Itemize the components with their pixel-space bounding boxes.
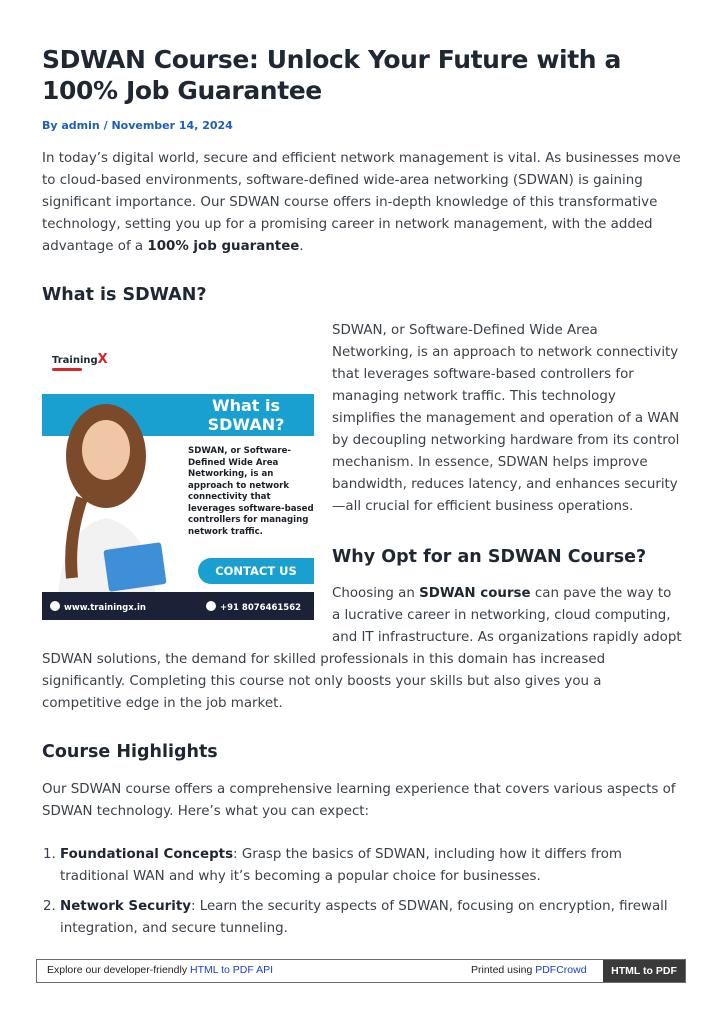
intro-paragraph — [42, 148, 682, 258]
intro-text: In today’s digital world, secure and efficient network management is vital. As businesses move to cloud-based environments, software-defined wide-area networking (SDWAN) is gaining significant importance. Our SDWAN course offers in-depth knowledge of this transformative technology, setting you up for a promising career in network management, with the added advantage of a — [42, 151, 681, 254]
course-paragraph: Our SDWAN course offers a comprehensive learning experience that covers various aspects of SDWAN technology. Here’s what you can expect: — [42, 782, 676, 819]
list-item-text: : Grasp the basics of SDWAN, including how it differs from traditional WAN and why it’s becoming a popular choice for businesses. — [60, 847, 622, 884]
list-item-title: Network Security — [60, 899, 191, 914]
footer-right-text: Printed using — [471, 964, 536, 976]
article-title: SDWAN Course: Unlock Your Future with a 100% Job Guarantee — [42, 45, 621, 105]
promo-phone — [206, 601, 301, 613]
pdfcrowd-footer — [36, 959, 686, 983]
promo-title: What is SDWAN? — [207, 396, 285, 434]
promo-description: SDWAN, or Software-Defined Wide Area Networking, is an approach to network connectivity that leverages software-based controllers for managing network traffic. — [188, 446, 314, 537]
list-item — [60, 896, 682, 940]
heading-why-opt: Why Opt for an SDWAN Course? — [332, 547, 647, 567]
phone-text: +91 8076461562 — [220, 603, 302, 613]
author-link[interactable]: By admin — [42, 119, 100, 132]
contact-us-badge: CONTACT US — [198, 558, 314, 584]
logo-swoosh-icon — [52, 368, 82, 371]
heading-what-is-sdwan: What is SDWAN? — [42, 285, 207, 305]
highlights-list — [42, 844, 682, 948]
html-to-pdf-api-link[interactable]: HTML to PDF API — [190, 964, 274, 976]
phone-icon — [206, 601, 216, 611]
intro-bold: 100% job guarantee — [147, 239, 300, 254]
meta-separator: / — [99, 119, 112, 132]
html-to-pdf-button[interactable]: HTML to PDF — [603, 960, 685, 982]
footer-right — [471, 964, 587, 976]
trainingx-logo — [52, 352, 108, 371]
pdfcrowd-link[interactable]: PDFCrowd — [535, 964, 587, 976]
why-pre: Choosing an — [332, 586, 420, 601]
why-post: can pave the way to a lucrative career in networking, cloud computing, and IT infrastructure. As organizations rapidly adopt — [332, 586, 682, 645]
why-paragraph-continued: SDWAN solutions, the demand for skilled professionals in this domain has increased significantly. Completing this course not only boosts your skills but also gives you a competitive edge in the job market. — [42, 652, 606, 711]
date-link[interactable]: November 14, 2024 — [111, 119, 233, 132]
logo-text: Training — [52, 355, 98, 366]
website-text: www.trainingx.in — [64, 603, 146, 613]
why-bold: SDWAN course — [419, 586, 531, 601]
promo-website — [50, 601, 146, 613]
list-item-text: : Learn the security aspects of SDWAN, focusing on encryption, firewall integration, and secure tunneling. — [60, 899, 668, 936]
footer-left-text: Explore our developer-friendly — [47, 964, 190, 976]
student-photo-icon — [48, 378, 168, 598]
post-meta — [42, 119, 233, 132]
what-paragraph: SDWAN, or Software-Defined Wide Area Networking, is an approach to network connectivity that leverages software-based controllers for managing network traffic. This technology simplifies the management and operation of a WAN by decoupling networking hardware from its control mechanism. In essence, SDWAN helps improve bandwidth, reduces latency, and enhances security—all crucial for efficient business operations. — [332, 323, 680, 514]
heading-course-highlights: Course Highlights — [42, 742, 218, 762]
footer-left — [47, 964, 273, 976]
globe-icon — [50, 601, 60, 611]
list-item — [60, 844, 682, 888]
list-item-title: Foundational Concepts — [60, 847, 234, 862]
intro-end: . — [299, 239, 304, 254]
why-paragraph — [332, 583, 682, 649]
promo-footer — [42, 592, 314, 620]
logo-x: X — [97, 352, 108, 367]
promo-image — [42, 348, 314, 620]
